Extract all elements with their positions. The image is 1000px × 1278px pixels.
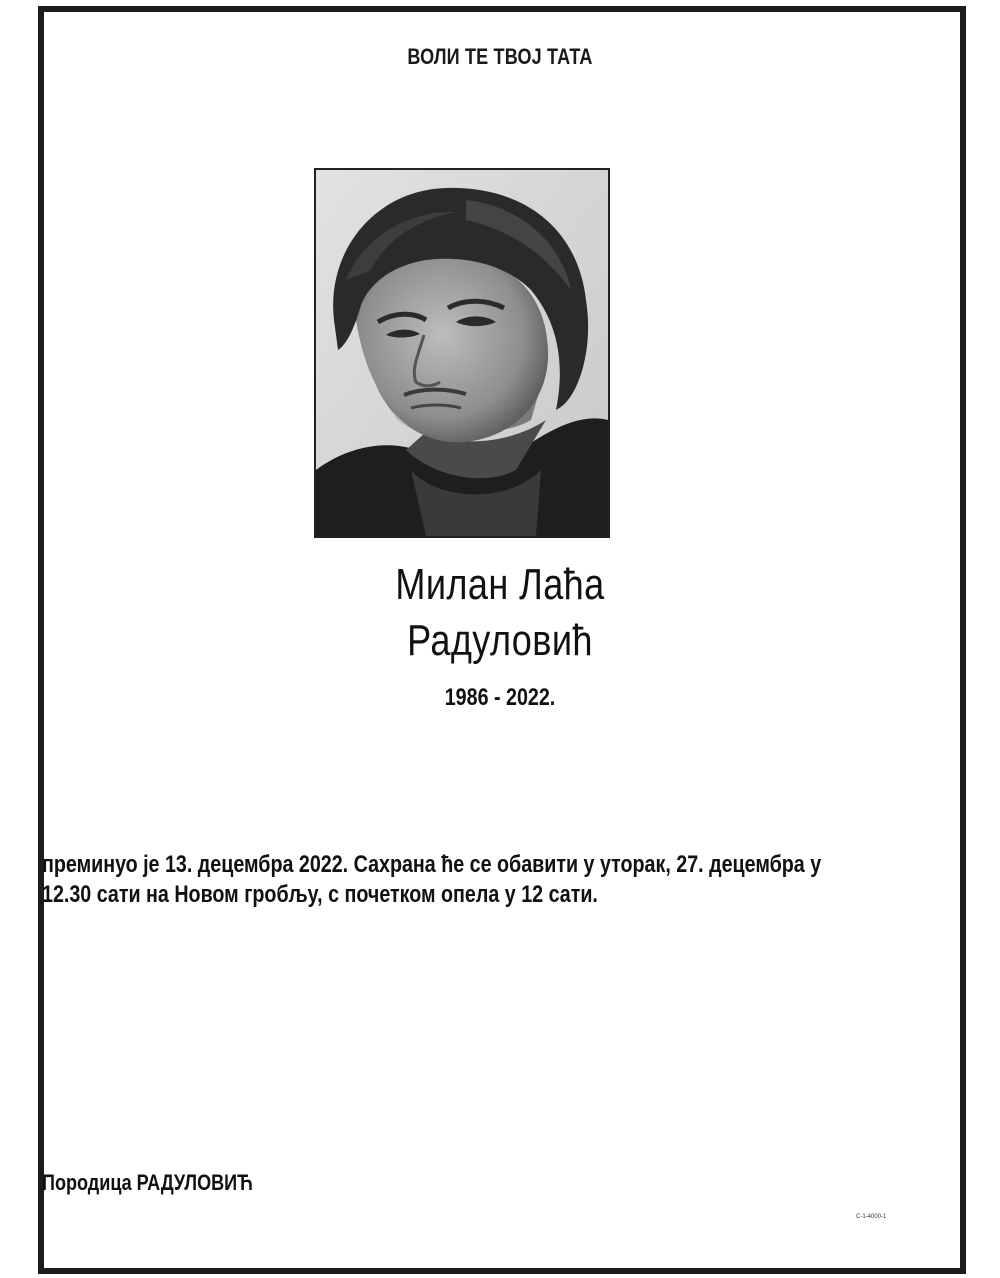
deceased-name-last: Радуловић	[407, 616, 593, 665]
ad-code: C-1-4000-1	[856, 1214, 887, 1220]
life-years: 1986 - 2022.	[444, 684, 556, 711]
dedication-heading: ВОЛИ ТЕ ТВОЈ ТАТА	[407, 44, 593, 69]
family-signature: Породица РАДУЛОВИЋ	[42, 1170, 253, 1195]
funeral-notice-line1: преминуо је 13. децембра 2022. Сахрана ће се обавити у уторак, 27. децембра у	[42, 851, 822, 878]
funeral-notice-line2: 12.30 сати на Новом гробљу, с почетком опела у 12 сати.	[42, 881, 598, 908]
deceased-name-first: Милан Лаћа	[395, 560, 605, 609]
portrait-photo	[314, 168, 610, 538]
